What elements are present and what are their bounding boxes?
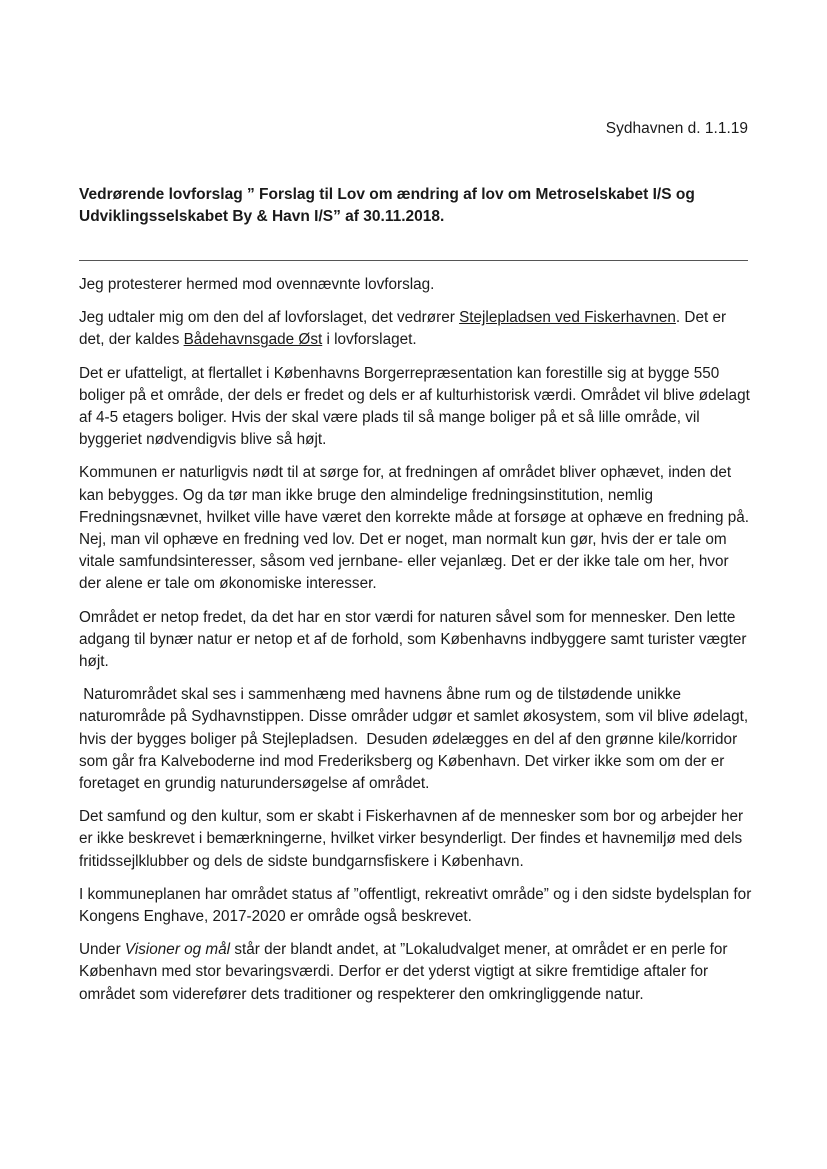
paragraph-2-text-c: i lovforslaget. [322, 331, 417, 349]
paragraph-1: Jeg protesterer hermed mod ovennævnte lovforslag. [79, 276, 435, 293]
underlined-place-baadehavnsgade: Bådehavnsgade Øst [183, 331, 323, 349]
underlined-place-stejlepladsen: Stejlepladsen ved Fiskerhavnen [459, 309, 676, 327]
paragraph-7: Det samfund og den kultur, som er skabt i Fiskerhavnen af de mennesker som bor og arbejder her er ikke beskrevet i bemærkningerne, hvilket virker besynderligt. Der findes et havnemiljø med dels fritidssejlklubber og dels de sidste bundgarnsfiskere i København. [79, 808, 744, 870]
paragraph-3: Det er ufatteligt, at flertallet i Københavns Borgerrepræsentation kan forestille sig at bygge 550 boliger på et område, der dels er fredet og dels er af kulturhistorisk værdi. Området vil blive ødelagt af 4-5 etagers boliger. Hvis der skal være plads til så mange boliger på et så lille område, vil byggeriet nødvendigvis blive så højt. [79, 364, 750, 449]
paragraph-4: Kommunen er naturligvis nødt til at sørge for, at fredningen af området bliver ophævet, inden det kan bebygges. Og da tør man ikke bruge den almindelige fredningsinstitution, nemlig Fredningsnævnet, hvilket ville have været den korrekte måde at forsøge at ophæve en fredning på. Nej, man vil ophæve en fredning ved lov. Det er noget, man normalt kun gør, hvis der er tale om vitale samfundsinteresser, såsom ved jernbane- eller vejanlæg. Det er der ikke tale om her, hvor der alene er tale om økonomiske interesser. [79, 464, 750, 593]
date-line: Sydhavnen d. 1.1.19 [605, 120, 748, 137]
paragraph-6: Naturområdet skal ses i sammenhæng med havnens åbne rum og de tilstødende unikke naturområde på Sydhavnstippen. Disse områder udgør et samlet økosystem, som vil blive ødelagt, hvis der bygges boliger på Stejlepladsen. Desuden ødelægges en del af den grønne kile/korridor som går fra Kalveboderne ind mod Frederiksberg og København. Det virker ikke som om der er foretaget en grundig naturundersøgelse af området. [79, 686, 753, 793]
paragraph-2-text-a: Jeg udtaler mig om den del af lovforslaget, det vedrører [79, 309, 460, 327]
paragraph-2 [79, 307, 754, 351]
paragraph-2-text-b: . Det er det, der kaldes [79, 309, 727, 349]
subject-heading: Vedrørende lovforslag ” Forslag til Lov om ændring af lov om Metroselskabet I/S og Udviklingsselskabet By & Havn I/S” af 30.11.2018. [79, 186, 695, 225]
paragraph-8: I kommuneplanen har området status af ”offentligt, rekreativt område” og i den sidste bydelsplan for Kongens Enghave, 2017-2020 er område også beskrevet. [79, 885, 752, 926]
divider-line [79, 260, 748, 261]
italic-section-title: Visioner og mål [124, 941, 231, 959]
paragraph-5: Området er netop fredet, da det har en stor værdi for naturen såvel som for mennesker. Den lette adgang til bynær natur er netop et af de forhold, som Københavns indbyggere samt turister vægter højt. [79, 608, 747, 671]
letter-body [79, 274, 754, 1017]
paragraph-9-text-b: står der blandt andet, at ”Lokaludvalget mener, at området er en perle for København med stor bevaringsværdi. Derfor er det yderst vigtigt at sikre fremtidige aftaler for området som viderefører dets traditioner og respekterer den omkringliggende natur. [79, 941, 728, 1003]
paragraph-9 [79, 939, 754, 1006]
paragraph-9-text-a: Under [79, 941, 125, 959]
